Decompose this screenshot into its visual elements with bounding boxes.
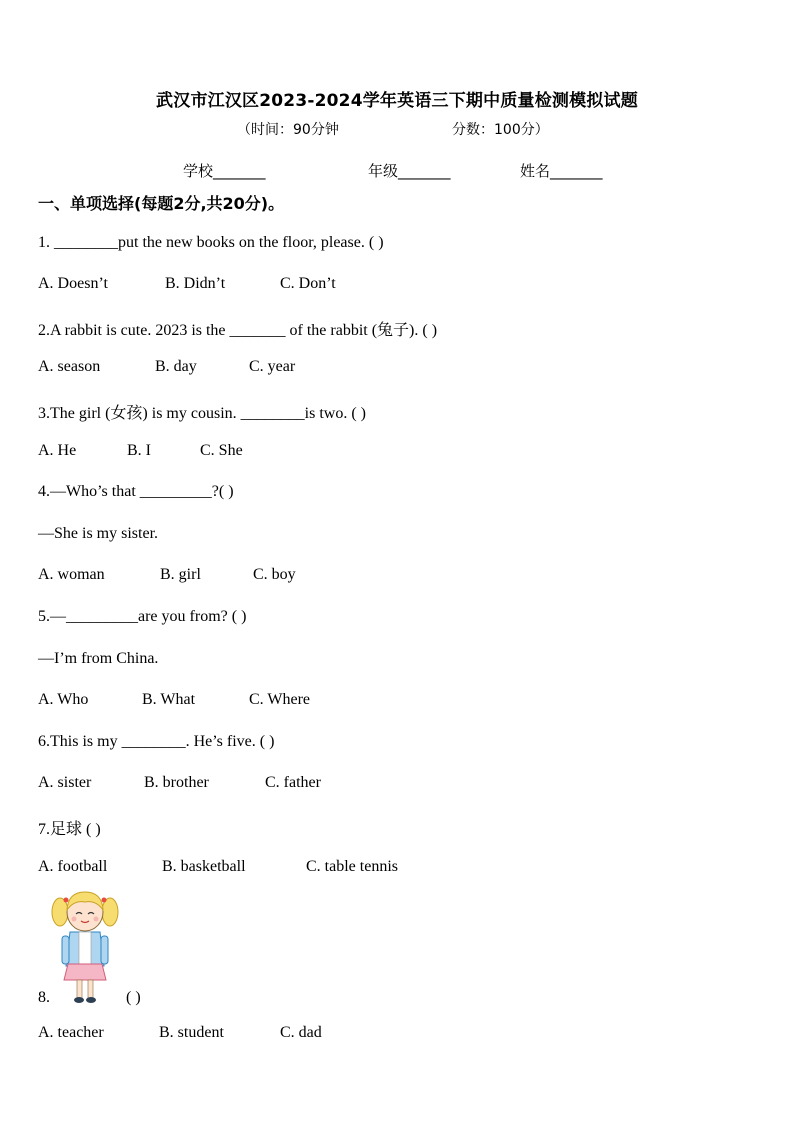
q6-option-b: B. brother — [144, 774, 209, 791]
cartoon-girl-illustration-icon — [50, 888, 120, 1006]
q3-option-b: B. I — [127, 442, 151, 459]
q7-option-c: C. table tennis — [306, 858, 398, 875]
grade-field: 年级_______ — [368, 162, 451, 180]
q4-option-a: A. woman — [38, 566, 105, 583]
q4-option-c: C. boy — [253, 566, 296, 583]
q1-option-c: C. Don’t — [280, 275, 336, 292]
q8-option-c: C. dad — [280, 1024, 322, 1041]
q8-option-b: B. student — [159, 1024, 224, 1041]
name-field: 姓名_______ — [520, 162, 603, 180]
question-3: 3.The girl (女孩) is my cousin. ________is two. ( ) — [38, 405, 366, 422]
q2-option-b: B. day — [155, 358, 197, 375]
q7-option-b: B. basketball — [162, 858, 246, 875]
q2-option-c: C. year — [249, 358, 296, 375]
question-4-answer: —She is my sister. — [38, 525, 159, 542]
question-6: 6.This is my ________. He’s five. ( ) — [38, 733, 275, 750]
q5-option-c: C. Where — [249, 691, 311, 708]
question-8: 8. — [38, 989, 50, 1006]
section-heading: 一、单项选择(每题2分,共20分)。 — [38, 194, 285, 213]
question-5: 5.—_________are you from? ( ) — [38, 608, 247, 625]
question-2: 2.A rabbit is cute. 2023 is the _______ of the rabbit (兔子). ( ) — [38, 322, 438, 339]
q1-option-b: B. Didn’t — [165, 275, 226, 292]
q1-option-a: A. Doesn’t — [38, 275, 108, 292]
q5-option-a: A. Who — [38, 691, 89, 708]
exam-time: （时间：90分钟 — [237, 122, 339, 138]
question-4: 4.—Who’s that _________?( ) — [38, 483, 234, 500]
q3-option-c: C. She — [200, 442, 243, 459]
q2-option-a: A. season — [38, 358, 101, 375]
question-1: 1. ________put the new books on the floor, please. ( ) — [38, 234, 384, 251]
q5-option-b: B. What — [142, 691, 196, 708]
page-title: 武汉市江汉区2023-2024学年英语三下期中质量检测模拟试题 — [156, 91, 638, 111]
exam-score: 分数：100分） — [452, 122, 549, 138]
q7-option-a: A. football — [38, 858, 108, 875]
q6-option-a: A. sister — [38, 774, 92, 791]
school-field: 学校_______ — [183, 162, 266, 180]
question-5-answer: —I’m from China. — [38, 650, 159, 667]
q4-option-b: B. girl — [160, 566, 201, 583]
q8-option-a: A. teacher — [38, 1024, 104, 1041]
question-7: 7.足球 ( ) — [38, 821, 101, 838]
q3-option-a: A. He — [38, 442, 77, 459]
question-8-paren: ( ) — [126, 989, 141, 1006]
q6-option-c: C. father — [265, 774, 321, 791]
